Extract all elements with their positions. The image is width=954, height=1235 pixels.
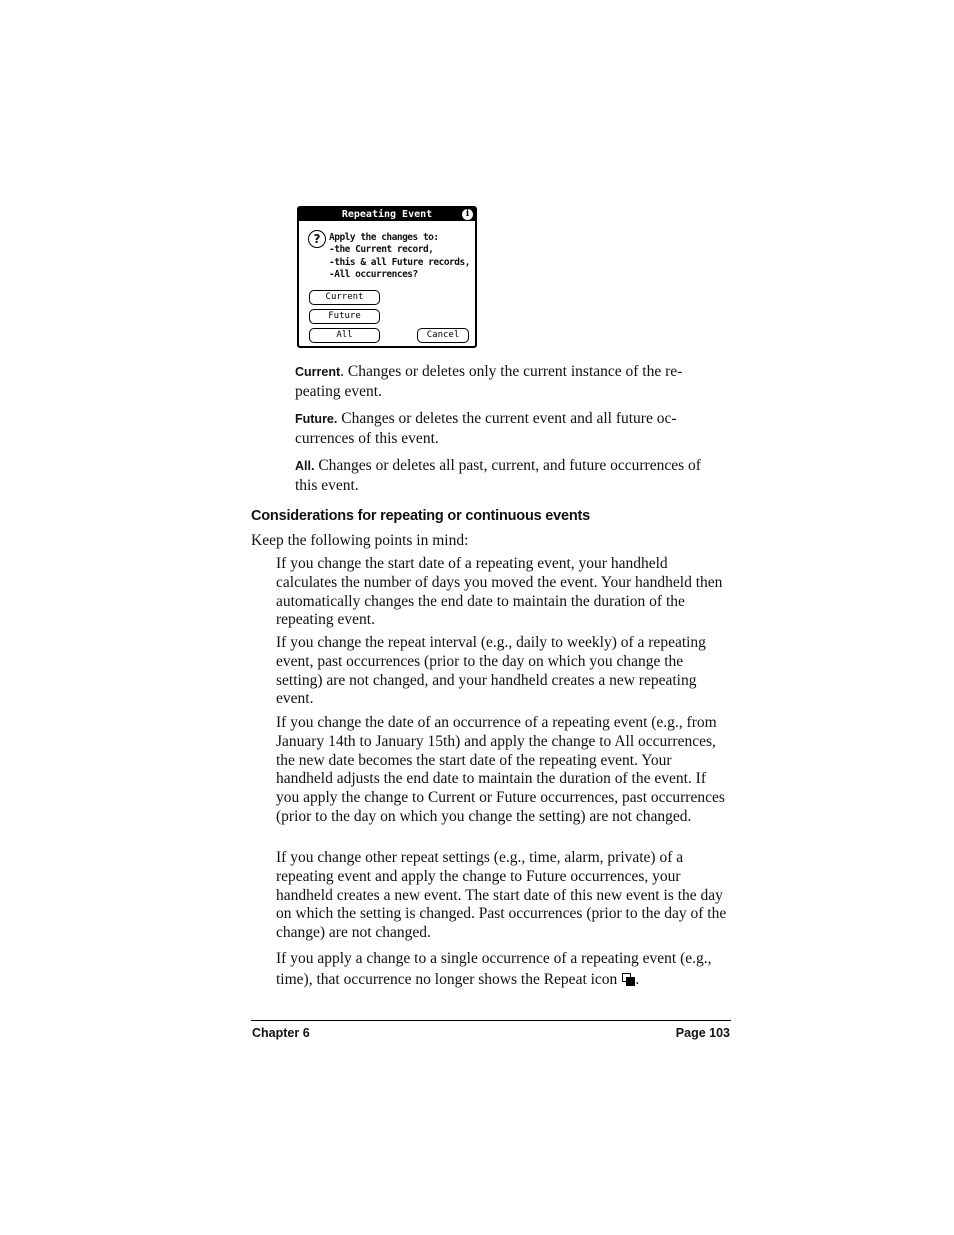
repeating-event-dialog — [297, 206, 477, 348]
definition-term: Future. — [295, 412, 338, 426]
future-button[interactable]: Future — [309, 309, 380, 324]
list-item-text: If you apply a change to a single occurrence of a repeating event (e.g., time), that occurrence no longer shows the Repeat icon — [276, 950, 712, 988]
dialog-message: Apply the changes to: -the Current record, -this & all Future records, -All occurrences? — [329, 232, 470, 280]
cancel-button[interactable]: Cancel — [417, 328, 469, 343]
section-heading: Considerations for repeating or continuous events — [251, 508, 591, 524]
definition-term: All. — [295, 459, 315, 473]
footer-chapter: Chapter 6 — [252, 1026, 310, 1040]
current-button[interactable]: Current — [309, 290, 380, 305]
info-icon[interactable]: i — [462, 209, 473, 220]
definition-term: Current — [295, 365, 341, 379]
list-item — [276, 948, 728, 990]
list-item: If you change the repeat interval (e.g., daily to weekly) of a repeating event, past occurrences (prior to the day on which you change the setting) are not changed, and your handheld creates a new repeating event. — [276, 634, 706, 708]
repeat-icon — [622, 973, 634, 985]
definition-future — [295, 409, 727, 448]
dialog-title: Repeating Event — [341, 209, 433, 220]
list-item-end: . — [635, 971, 640, 988]
question-icon: ? — [308, 230, 326, 248]
list-item: If you change the start date of a repeating event, your handheld calculates the number of days you moved the event. Your handheld then automatically changes the end date to maintain the duration of the repeating event. — [276, 555, 723, 629]
definition-text: Changes or deletes the current event and all future oc-currences of this event. — [295, 410, 677, 447]
definition-text: . Changes or deletes only the current instance of the re-peating event. — [295, 363, 683, 400]
definition-all — [295, 456, 727, 495]
all-button[interactable]: All — [309, 328, 380, 343]
section-intro: Keep the following points in mind: — [251, 532, 469, 549]
footer-page-number: Page 103 — [675, 1026, 730, 1040]
definition-text: Changes or deletes all past, current, and future occurrences of this event. — [295, 457, 701, 494]
footer-divider — [251, 1020, 731, 1021]
definition-current — [295, 362, 727, 401]
list-item: If you change the date of an occurrence of a repeating event (e.g., from January 14th to January 15th) and apply the change to All occurrences, the new date becomes the start date of the repeating event. Your handheld adjusts the end date to maintain the duration of the event. If you apply the change to Current or Future occurrences, past occurrences (prior to the day on which you change the setting) are not changed. — [276, 714, 725, 825]
list-item: If you change other repeat settings (e.g., time, alarm, private) of a repeating event and apply the change to Future occurrences, your handheld creates a new event. The start date of this new event is the day on which the setting is changed. Past occurrences (prior to the day of the change) are not changed. — [276, 849, 727, 942]
